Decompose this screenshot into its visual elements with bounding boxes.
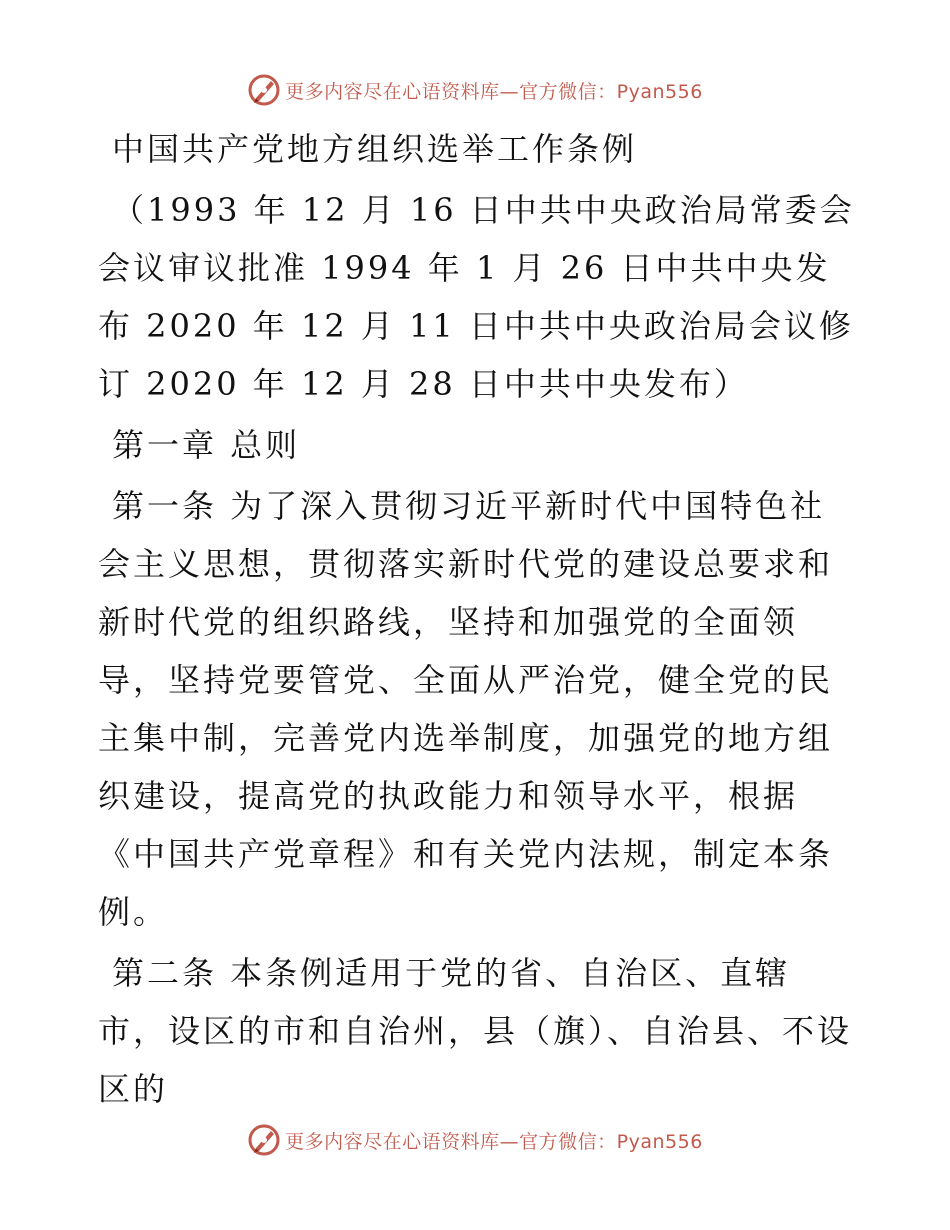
watermark-footer xyxy=(0,1118,950,1162)
article-1: 第一条 为了深入贯彻习近平新时代中国特色社会主义思想，贯彻落实新时代党的建设总要求和新时代党的组织路线，坚持和加强党的全面领导，坚持党要管党、全面从严治党，健全党的民主集中制，完善党内选举制度，加强党的地方组织建设，提高党的执政能力和领导水平，根据《中国共产党章程》和有关党内法规，制定本条例。 xyxy=(98,487,834,931)
watermark-text: 更多内容尽在心语资料库—官方微信：Pyan556 xyxy=(285,80,703,103)
document-title: 中国共产党地方组织选举工作条例 xyxy=(112,130,638,168)
watermark-text: 更多内容尽在心语资料库—官方微信：Pyan556 xyxy=(285,1130,703,1153)
watermark-header xyxy=(0,68,950,112)
pen-logo-icon xyxy=(247,1123,281,1157)
chapter-heading: 第一章 总则 xyxy=(112,426,301,464)
document-body xyxy=(98,120,858,1118)
pen-logo-icon xyxy=(247,73,281,107)
article-2: 第二条 本条例适用于党的省、自治区、直辖市，设区的市和自治州，县（旗）、自治县、不设区的 xyxy=(98,954,853,1108)
document-note: （1993 年 12 月 16 日中共中央政治局常委会会议审议批准 1994 年 1 月 26 日中共中央发布 2020 年 12 月 11 日中共中央政治局会议修订 2020 年 12 月 28 日中共中央发布） xyxy=(98,191,855,403)
